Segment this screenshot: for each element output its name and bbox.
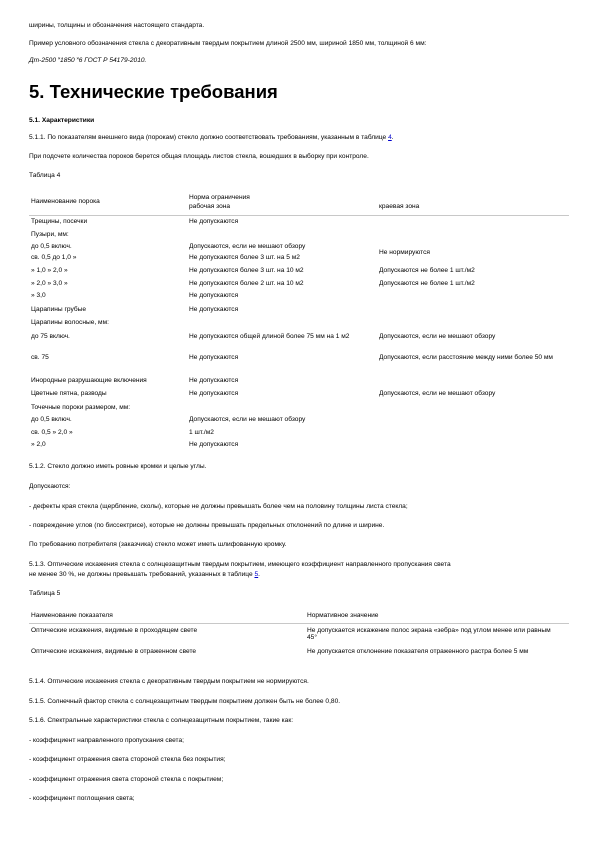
table-4-link[interactable]: 4 [388, 134, 392, 141]
paragraph-5-1-2: 5.1.2. Стекло должно иметь ровные кромки и целые углы. [29, 463, 207, 470]
table-row: Точечные пороки размером, мм: [31, 404, 131, 411]
paragraph-5-1-1: 5.1.1. По показателям внешнего вида (порокам) стекло должно соответствовать требованиям, указанным в таблице 4. [29, 134, 394, 141]
header-indicator: Наименование показателя [31, 612, 113, 619]
table-row: св. 0,5 » 2,0 » 1 шт./м2 [31, 429, 214, 436]
paragraph-5-1-3: 5.1.3. Оптические искажения стекла с солнцезащитным твердым покрытием, имеющего коэффициент направленного пропускания света [29, 561, 451, 568]
table-row: до 0,5 включ. Допускаются, если не мешают обзору [31, 416, 306, 423]
header-working-zone: рабочая зона [189, 203, 231, 210]
paragraph-5-1-5: 5.1.5. Солнечный фактор стекла с солнцезащитным твердым покрытием должен быть не более 0,80. [29, 698, 341, 705]
table-row: Пузыри, мм: [31, 231, 69, 238]
table-row: Оптические искажения, видимые в проходящем свете Не допускается искажение полос экрана «зебра» под углом менее или равным 45° [31, 627, 551, 641]
table-header [29, 612, 569, 622]
table-row: » 2,0 » 3,0 » Не допускаются более 2 шт. на 10 м2 Допускаются не более 1 шт./м2 [31, 280, 475, 287]
bullet-corner-damage: - повреждение углов (по биссектрисе), которые не должны превышать предельных отклонений по длине и ширине. [29, 522, 385, 529]
table-row: Царапины грубые Не допускаются [31, 306, 239, 313]
table-row: Цветные пятна, разводы Не допускаются Допускаются, если не мешают обзору [31, 390, 496, 397]
table-header [29, 198, 569, 213]
table-row: Инородные разрушающие включения Не допускаются [31, 377, 239, 384]
table-row: Оптические искажения, видимые в отраженном свете Не допускается отклонение показателя отраженного растра более 5 мм [31, 648, 529, 655]
table-row: » 2,0 Не допускаются [31, 441, 239, 448]
header-edge-zone: краевая зона [379, 203, 420, 210]
paragraph-customer: По требованию потребителя (заказчика) стекло может иметь шлифованную кромку. [29, 541, 287, 548]
paragraph-5-1-3-cont: не менее 30 %, не должны превышать требований, указанных в таблице 5. [29, 571, 260, 578]
list-item: - коэффициент отражения света стороной стекла с покрытием; [29, 776, 224, 783]
table-row: св. 0,5 до 1,0 » Не допускаются более 3 шт. на 5 м2 Не нормируются [31, 249, 430, 261]
bullet-edge-defects: - дефекты края стекла (щербление, сколы), которые не должны превышать более чем на половину толщины листа стекла; [29, 503, 408, 510]
header-divider [29, 623, 569, 624]
list-item: - коэффициент направленного пропускания света; [29, 737, 184, 744]
designation-code: Дт-2500 ˟1850 ˟6 ГОСТ Р 54179-2010. [29, 57, 147, 64]
intro-text: ширины, толщины и обозначения настоящего стандарта. [29, 22, 205, 29]
subsection-title: 5.1. Характеристики [29, 117, 95, 124]
header-value: Нормативное значение [307, 612, 379, 619]
header-defect: Наименование порока [31, 198, 100, 205]
table-4-caption: Таблица 4 [29, 172, 61, 179]
paragraph-5-1-6: 5.1.6. Спектральные характеристики стекла с солнцезащитным покрытием, такие как: [29, 717, 294, 724]
section-title: 5. Технические требования [29, 81, 278, 102]
table-row: до 75 включ. Не допускаются общей длиной более 75 мм на 1 м2 Допускаются, если не мешают обзору [31, 333, 496, 340]
paragraph-count: При подсчете количества пороков берется общая площадь листов стекла, вошедших в выборку при контроле. [29, 153, 369, 160]
list-item: - коэффициент отражения света стороной стекла без покрытия; [29, 756, 226, 763]
table-row: » 1,0 » 2,0 » Не допускаются более 3 шт. на 10 м2 Допускаются не более 1 шт./м2 [31, 267, 475, 274]
table-row: Трещины, посечки Не допускаются [31, 218, 239, 225]
table-5-caption: Таблица 5 [29, 590, 61, 597]
table-row: до 0,5 включ. Допускаются, если не мешают обзору [31, 243, 306, 250]
list-item: - коэффициент поглощения света; [29, 795, 135, 802]
paragraph-5-1-4: 5.1.4. Оптические искажения стекла с декоративным твердым покрытием не нормируются. [29, 678, 309, 685]
table-row: » 3,0 Не допускаются [31, 292, 239, 299]
header-divider [29, 215, 569, 216]
header-norm: Норма ограничения [189, 194, 250, 201]
designation-example: Пример условного обозначения стекла с декоративным твердым покрытием длиной 2500 мм, шириной 1850 мм, толщиной 6 мм: [29, 40, 427, 47]
table-5-link[interactable]: 5 [254, 571, 259, 578]
table-row: Царапины волосные, мм: [31, 319, 109, 326]
table-row: св. 75 Не допускаются Допускаются, если расстояние между ними более 50 мм [31, 354, 553, 361]
allowed-label: Допускаются: [29, 483, 71, 490]
